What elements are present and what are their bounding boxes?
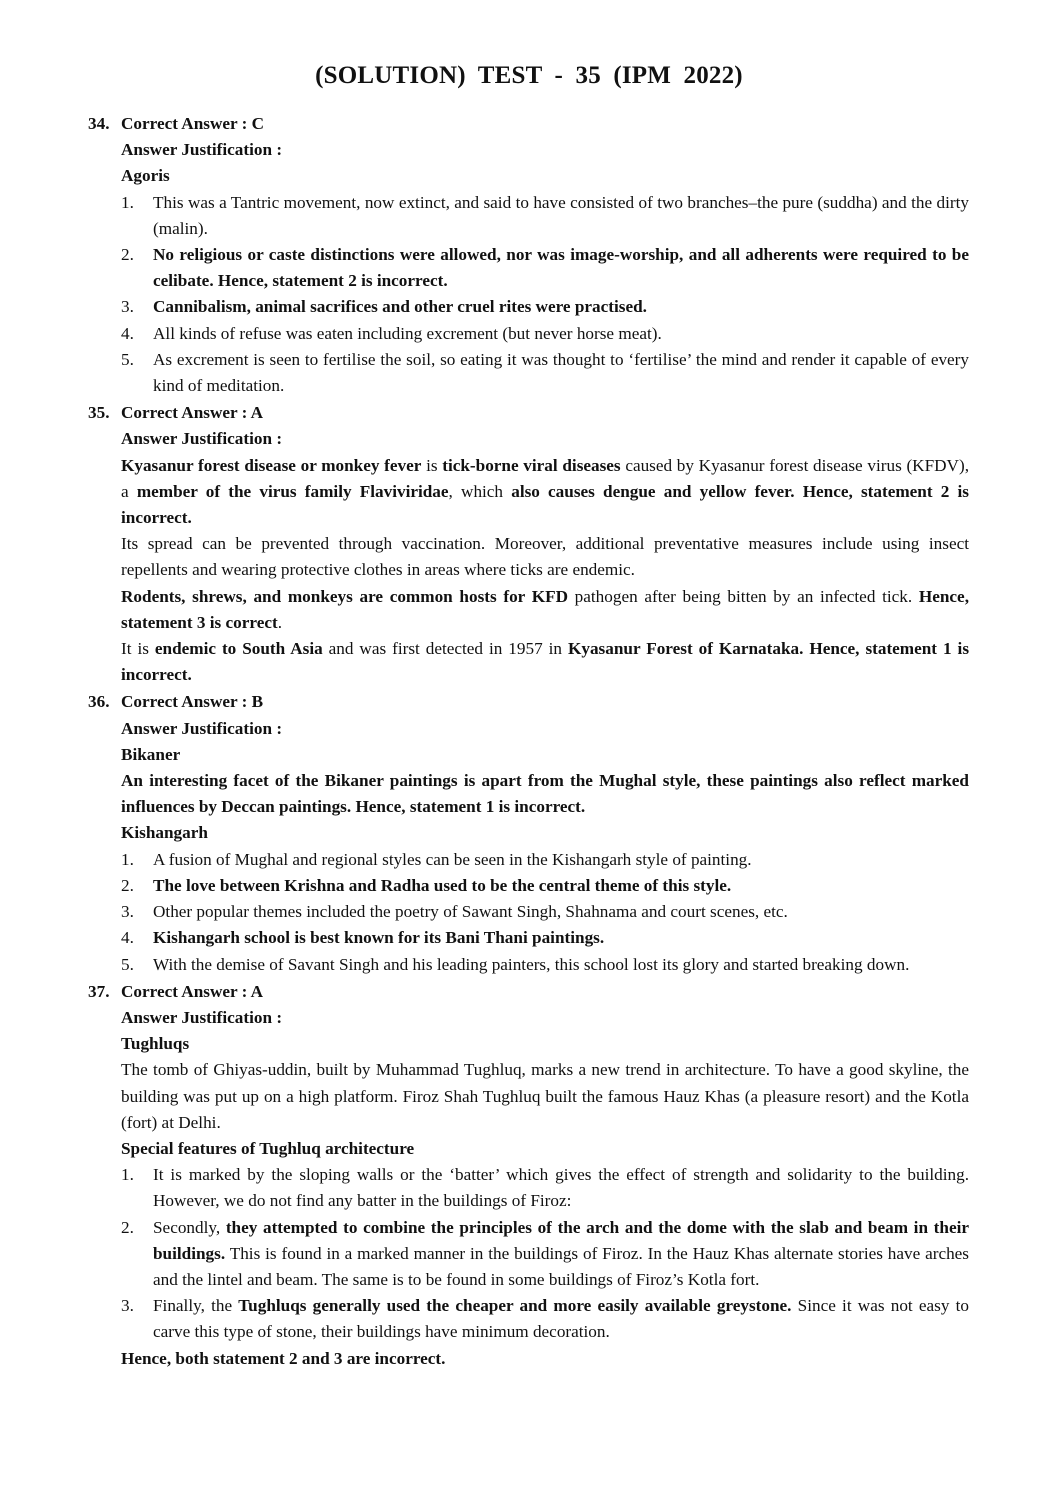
list-item-number: 5.	[121, 349, 134, 369]
text-run: .	[277, 612, 282, 632]
text-run: It is marked by the sloping walls or the ‘batter’ which gives the effect of strength and solidarity to the building. However, we do not find any batter in the buildings of Firoz:	[153, 1165, 969, 1211]
text-run: and was first detected in 1957 in	[322, 639, 568, 659]
list-item-text	[153, 952, 969, 978]
topic-heading: Bikaner	[121, 744, 181, 764]
correct-answer: Correct Answer : C	[121, 114, 265, 133]
text-run: Finally, the	[153, 1296, 239, 1316]
question-header	[88, 400, 969, 426]
list-item	[121, 952, 969, 978]
question-section	[88, 979, 969, 1372]
list-item	[121, 190, 969, 242]
list-item-text	[153, 1215, 969, 1294]
question-header	[88, 111, 969, 137]
text-run: The tomb of Ghiyas-uddin, built by Muhammad Tughluq, marks a new trend in architecture. To have a good skyline, the building was put up on a high platform. Firoz Shah Tughluq built the famous Hauz Khas (a pleasure resort) and the Kotla (fort) at Delhi.	[121, 1060, 969, 1132]
correct-answer: Correct Answer : A	[121, 981, 264, 1001]
bold-text-run: Cannibalism, animal sacrifices and other cruel rites were practised.	[153, 297, 647, 317]
solution-content	[88, 111, 969, 1373]
bold-text-run: also causes dengue and yellow fever. Hence, statement 2 is incorrect.	[121, 481, 969, 528]
list-item-number: 1.	[121, 849, 134, 869]
list-item-text	[153, 321, 969, 347]
list-item-number: 2.	[121, 1217, 134, 1237]
paragraph	[121, 531, 969, 583]
text-run: caused by Kyasanur forest disease virus (KFDV), a	[121, 455, 969, 501]
list-item	[121, 1293, 969, 1345]
bold-text-run: tick-borne viral diseases	[442, 455, 621, 475]
text-run: As excrement is seen to fertilise the soil, so eating it was thought to ‘fertilise’ the mind and render it capable of every kind of meditation.	[153, 349, 969, 396]
text-run: , which	[448, 481, 512, 501]
list-item-text	[153, 925, 969, 951]
list-item	[121, 847, 969, 873]
question-section	[88, 689, 969, 977]
list-item-number: 4.	[121, 928, 134, 948]
bold-text-run: No religious or caste distinctions were allowed, nor was image-worship, and all adherents were required to be celibate. Hence, statement 2 is incorrect.	[153, 245, 969, 291]
page-title: (SOLUTION) TEST - 35 (IPM 2022)	[315, 62, 743, 89]
text-run: This is found in a marked manner in the buildings of Firoz. In the Hauz Khas alternate stories have arches and the lintel and beam. The same is to be found in some buildings of Firoz’s Kotla fort.	[153, 1243, 969, 1289]
justification-label: Answer Justification :	[121, 1007, 283, 1027]
text-run: It is	[121, 639, 155, 659]
justification-label: Answer Justification :	[121, 718, 283, 738]
question-header	[88, 689, 969, 715]
justification-label: Answer Justification :	[121, 140, 283, 160]
bold-text-run: Kishangarh school is best known for its Bani Thani paintings.	[153, 928, 605, 948]
list-item-text	[153, 847, 969, 873]
paragraph	[121, 1057, 969, 1136]
correct-answer: Correct Answer : A	[121, 403, 264, 423]
list-item-number: 4.	[121, 323, 134, 343]
paragraph	[121, 768, 969, 820]
correct-answer: Correct Answer : B	[121, 692, 264, 712]
numbered-list	[121, 190, 969, 400]
bold-text-run: Hence, statement 3 is correct	[121, 586, 969, 632]
text-run: With the demise of Savant Singh and his leading painters, this school lost its glory and started breaking down.	[153, 954, 910, 974]
list-item-number: 2.	[121, 875, 134, 895]
list-item	[121, 925, 969, 951]
list-item-number: 1.	[121, 1165, 134, 1185]
list-item	[121, 321, 969, 347]
text-run: Other popular themes included the poetry of Sawant Singh, Shahnama and court scenes, etc.	[153, 902, 788, 922]
list-item-number: 1.	[121, 192, 134, 212]
bold-text-run: Kyasanur Forest of Karnataka. Hence, statement 1 is incorrect.	[121, 639, 970, 685]
list-item-number: 2.	[121, 245, 134, 265]
question-number: 35.	[88, 403, 110, 423]
list-item-number: 5.	[121, 954, 134, 974]
list-item	[121, 242, 969, 294]
text-run: This was a Tantric movement, now extinct, and said to have consisted of two branches–the pure (suddha) and the dirty (malin).	[153, 192, 969, 238]
justification-label: Answer Justification :	[121, 429, 283, 449]
numbered-list	[121, 847, 969, 978]
question-number: 36.	[88, 692, 110, 712]
list-item-text	[153, 294, 969, 320]
list-item-text	[153, 347, 969, 399]
list-item	[121, 1162, 969, 1214]
list-item-number: 3.	[121, 902, 134, 922]
topic-heading: Special features of Tughluq architecture	[121, 1138, 415, 1158]
question-section	[88, 111, 969, 399]
question-section	[88, 400, 969, 688]
list-item-text	[153, 899, 969, 925]
list-item	[121, 1215, 969, 1294]
answer-justification	[88, 1005, 969, 1346]
topic-heading: Kishangarh	[121, 823, 208, 843]
question-header	[88, 979, 969, 1005]
answer-justification	[88, 716, 969, 978]
text-run: is	[421, 455, 443, 475]
list-item-text	[153, 242, 969, 294]
text-run: Secondly,	[153, 1217, 226, 1237]
list-item	[121, 873, 969, 899]
question-number: 37.	[88, 981, 110, 1001]
text-run: Since it was not easy to carve this type of stone, their buildings have minimum decoration.	[153, 1296, 969, 1342]
paragraph	[121, 584, 969, 636]
question-number: 34.	[88, 114, 110, 133]
answer-justification	[88, 426, 969, 688]
text-run: Its spread can be prevented through vaccination. Moreover, additional preventative measures include using insect repellents and wearing protective clothes in areas where ticks are endemic.	[121, 534, 969, 580]
list-item-number: 3.	[121, 297, 134, 317]
bold-text-run: they attempted to combine the principles of the arch and the dome with the slab and beam in their buildings.	[153, 1217, 969, 1263]
answer-justification	[88, 137, 969, 399]
numbered-list	[121, 1162, 969, 1345]
bold-text-run: endemic to South Asia	[154, 639, 323, 659]
list-item	[121, 347, 969, 399]
conclusion: Hence, both statement 2 and 3 are incorrect.	[121, 1348, 446, 1368]
text-run: All kinds of refuse was eaten including excrement (but never horse meat).	[153, 323, 662, 343]
text-run: A fusion of Mughal and regional styles can be seen in the Kishangarh style of painting.	[153, 849, 752, 869]
bold-text-run: Kyasanur forest disease or monkey fever	[121, 455, 422, 475]
bold-text-run: Rodents, shrews, and monkeys are common hosts for KFD	[121, 586, 568, 606]
list-item-number: 3.	[121, 1296, 134, 1316]
topic-heading: Agoris	[121, 166, 170, 186]
bold-text-run: Tughluqs generally used the cheaper and more easily available greystone.	[238, 1296, 792, 1316]
list-item	[121, 294, 969, 320]
list-item-text	[153, 873, 969, 899]
bold-text-run: An interesting facet of the Bikaner paintings is apart from the Mughal style, these paintings also reflect marked influences by Deccan paintings. Hence, statement 1 is incorrect.	[121, 771, 969, 817]
bold-text-run: member of the virus family Flaviviridae	[136, 481, 449, 501]
bold-text-run: The love between Krishna and Radha used to be the central theme of this style.	[153, 875, 732, 895]
list-item-text	[153, 1162, 969, 1214]
topic-heading: Tughluqs	[121, 1034, 190, 1054]
list-item-text	[153, 190, 969, 242]
paragraph	[121, 453, 969, 532]
list-item-text	[153, 1293, 969, 1345]
paragraph	[121, 636, 969, 688]
list-item	[121, 899, 969, 925]
text-run: pathogen after being bitten by an infected tick.	[567, 586, 919, 606]
